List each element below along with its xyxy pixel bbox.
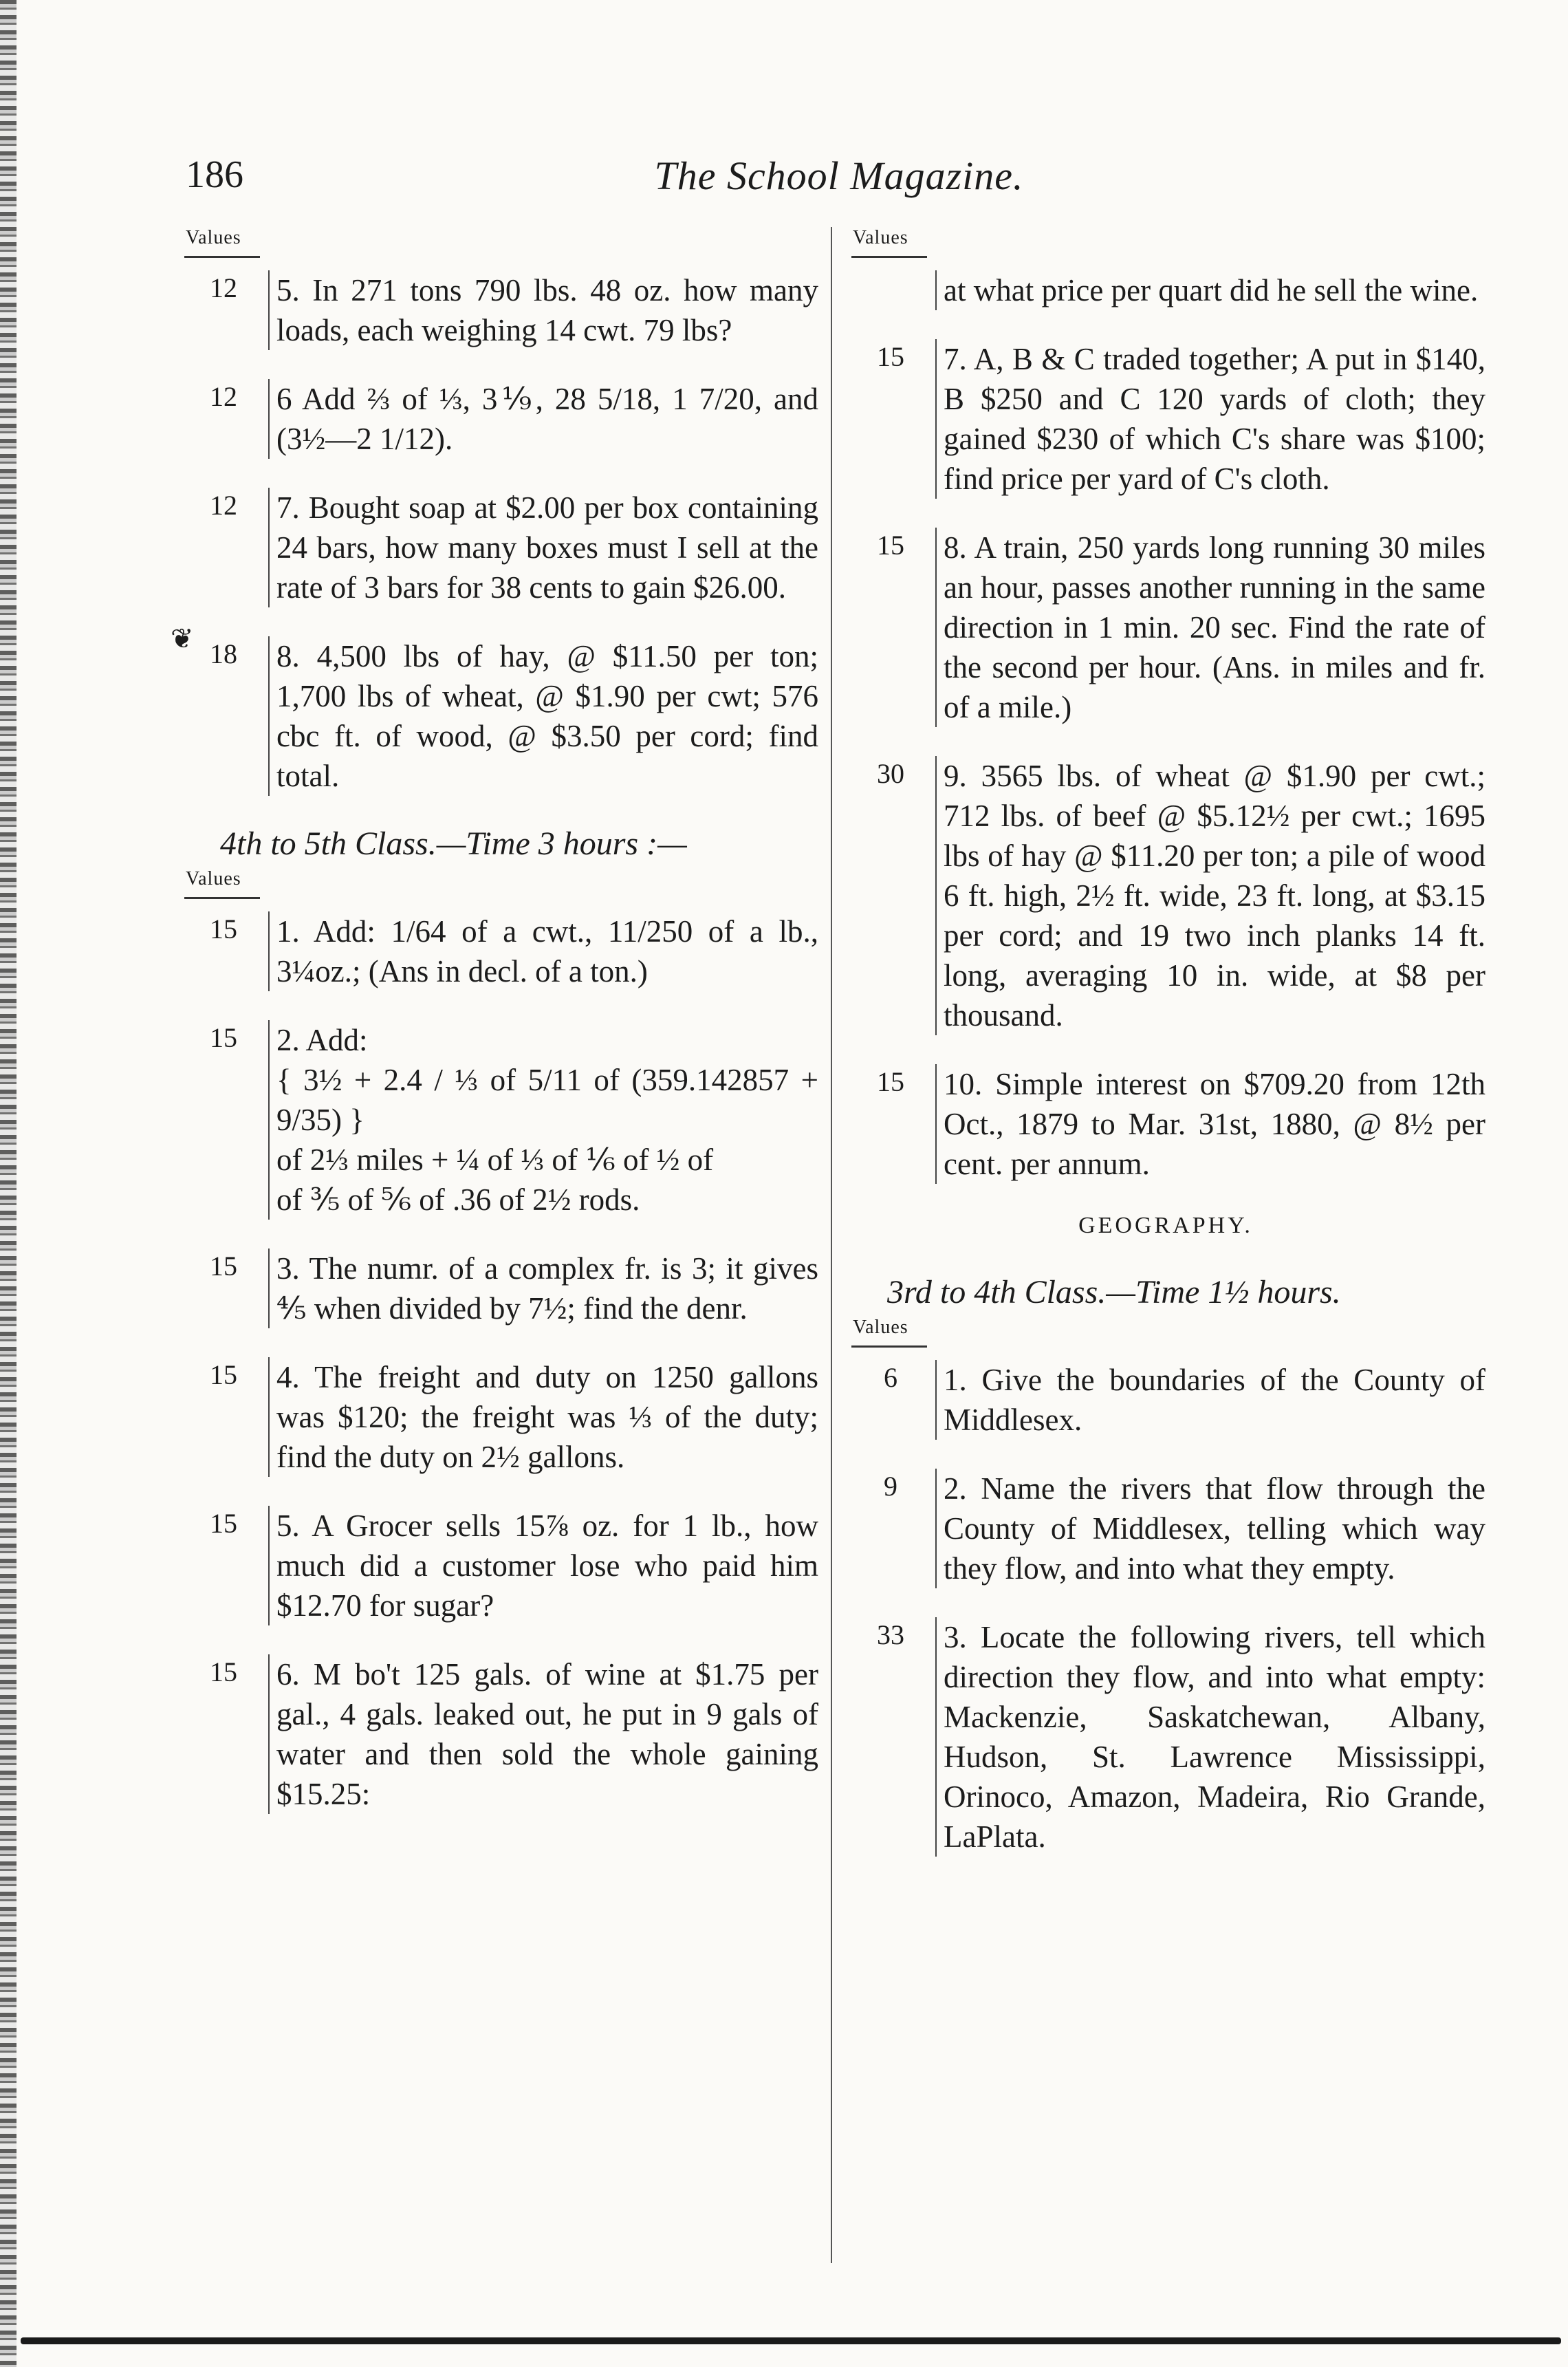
left-problems-a [179, 270, 818, 796]
question-value: 18 [210, 638, 237, 669]
values-label: Values [186, 227, 241, 248]
section-heading: 4th to 5th Class.—Time 3 hours :— [220, 825, 687, 862]
question-value: 30 [877, 758, 904, 789]
exam-question [179, 1020, 818, 1220]
question-value: 12 [210, 272, 237, 303]
column-divider [831, 227, 832, 2263]
question-text: 7. A, B & C traded together; A put in $140, B $250 and C 120 yards of cloth; they gained $230 of which C's share was $100; find price per yard of C's cloth. [935, 339, 1485, 499]
left-problems-b [179, 911, 818, 1814]
question-text: 6 Add ⅔ of ⅓, 3⅑, 28 5/18, 1 7/20, and (3½—2 1/12). [268, 379, 818, 459]
question-value: 12 [210, 490, 237, 521]
page-header [186, 153, 1492, 201]
question-value: 15 [210, 1251, 237, 1282]
values-label: Values [853, 227, 908, 248]
right-problems-a [846, 270, 1485, 1184]
question-text: 2. Name the rivers that flow through the County of Middlesex, telling which way they flow, and into what they empty. [935, 1469, 1485, 1588]
question-text: 9. 3565 lbs. of wheat @ $1.90 per cwt.; 712 lbs. of beef @ $5.12½ per cwt.; 1695 lbs of hay @ $11.20 per ton; a pile of wood 6 ft. high, 2½ ft. wide, 23 ft. long, at $3.15 per cord; and 19 two inch planks 14 ft. long, averaging 10 in. wide, at $8 per thousand. [935, 756, 1485, 1035]
exam-question [846, 1469, 1485, 1588]
page-number: 186 [186, 153, 243, 196]
question-text: 10. Simple interest on $709.20 from 12th Oct., 1879 to Mar. 31st, 1880, @ 8½ per cent. per annum. [935, 1064, 1485, 1184]
exam-question [179, 1506, 818, 1625]
question-value: 15 [877, 341, 904, 372]
question-value: 15 [210, 1508, 237, 1539]
question-value: 15 [877, 530, 904, 561]
exam-question [846, 270, 1485, 310]
exam-question [179, 1249, 818, 1328]
left-column [179, 227, 818, 1843]
exam-question [179, 488, 818, 607]
question-text: 2. Add: { 3½ + 2.4 / ⅓ of 5/11 of (359.142857 + 9/35) } of 2⅓ miles + ¼ of ⅓ of ⅙ of ½ of of ⅗ of ⅚ of .36 of 2½ rods. [268, 1020, 818, 1220]
question-text: 1. Give the boundaries of the County of Middlesex. [935, 1360, 1485, 1440]
question-text: 8. A train, 250 yards long running 30 miles an hour, passes another running in the same direction in 1 min. 20 sec. Find the rate of the second per hour. (Ans. in miles and fr. of a mile.) [935, 528, 1485, 727]
question-text: 4. The freight and duty on 1250 gallons was $120; the freight was ⅓ of the duty; find the duty on 2½ gallons. [268, 1357, 818, 1477]
exam-question [179, 270, 818, 350]
question-value: 9 [884, 1471, 897, 1502]
book-binding-edge [0, 0, 17, 2367]
question-text: at what price per quart did he sell the wine. [935, 270, 1485, 310]
question-value: 15 [210, 914, 237, 944]
section-heading: 3rd to 4th Class.—Time 1½ hours. [887, 1274, 1341, 1310]
exam-question [179, 636, 818, 796]
question-text: 3. Locate the following rivers, tell which direction they flow, and into what empty: Mackenzie, Saskatchewan, Albany, Hudson, St. Lawrence Mississippi, Orinoco, Amazon, Madeira, Rio Grande, LaPlata. [935, 1617, 1485, 1857]
exam-question [179, 1654, 818, 1814]
question-value: 15 [210, 1022, 237, 1053]
running-title: The School Magazine. [654, 153, 1024, 198]
right-column [846, 227, 1485, 1885]
exam-question [846, 1360, 1485, 1440]
question-text: 5. A Grocer sells 15⅞ oz. for 1 lb., how much did a customer lose who paid him $12.70 for sugar? [268, 1506, 818, 1625]
question-text: 5. In 271 tons 790 lbs. 48 oz. how many loads, each weighing 14 cwt. 79 lbs? [268, 270, 818, 350]
exam-question [179, 911, 818, 991]
question-value: 15 [877, 1066, 904, 1097]
question-value: 15 [210, 1359, 237, 1390]
exam-question [179, 379, 818, 459]
values-rule [851, 256, 927, 258]
margin-ink-mark: ❦ [171, 623, 194, 654]
question-value: 12 [210, 381, 237, 412]
values-rule [184, 256, 260, 258]
exam-question [846, 1064, 1485, 1184]
question-value [846, 270, 935, 310]
values-rule [184, 897, 260, 899]
exam-question [179, 1357, 818, 1477]
question-text: 7. Bought soap at $2.00 per box containing 24 bars, how many boxes must I sell at the rate of 3 bars for 38 cents to gain $26.00. [268, 488, 818, 607]
values-rule [851, 1345, 927, 1348]
question-value: 33 [877, 1619, 904, 1650]
values-label: Values [853, 1317, 908, 1338]
question-text: 8. 4,500 lbs of hay, @ $11.50 per ton; 1,700 lbs of wheat, @ $1.90 per cwt; 576 cbc ft. of wood, @ $3.50 per cord; find total. [268, 636, 818, 796]
question-text: 3. The numr. of a complex fr. is 3; it gives ⅘ when divided by 7½; find the denr. [268, 1249, 818, 1328]
question-text: 1. Add: 1/64 of a cwt., 11/250 of a lb., 3¼oz.; (Ans in decl. of a ton.) [268, 911, 818, 991]
geography-heading: GEOGRAPHY. [1078, 1213, 1253, 1238]
question-value: 15 [210, 1656, 237, 1687]
bottom-rule [21, 2337, 1561, 2344]
values-label: Values [186, 868, 241, 889]
question-text: 6. M bo't 125 gals. of wine at $1.75 per gal., 4 gals. leaked out, he put in 9 gals of water and then sold the whole gaining $15.25: [268, 1654, 818, 1814]
question-value: 6 [884, 1362, 897, 1393]
exam-question [846, 756, 1485, 1035]
right-problems-b [846, 1360, 1485, 1857]
exam-question [846, 528, 1485, 727]
exam-question [846, 1617, 1485, 1857]
exam-question [846, 339, 1485, 499]
